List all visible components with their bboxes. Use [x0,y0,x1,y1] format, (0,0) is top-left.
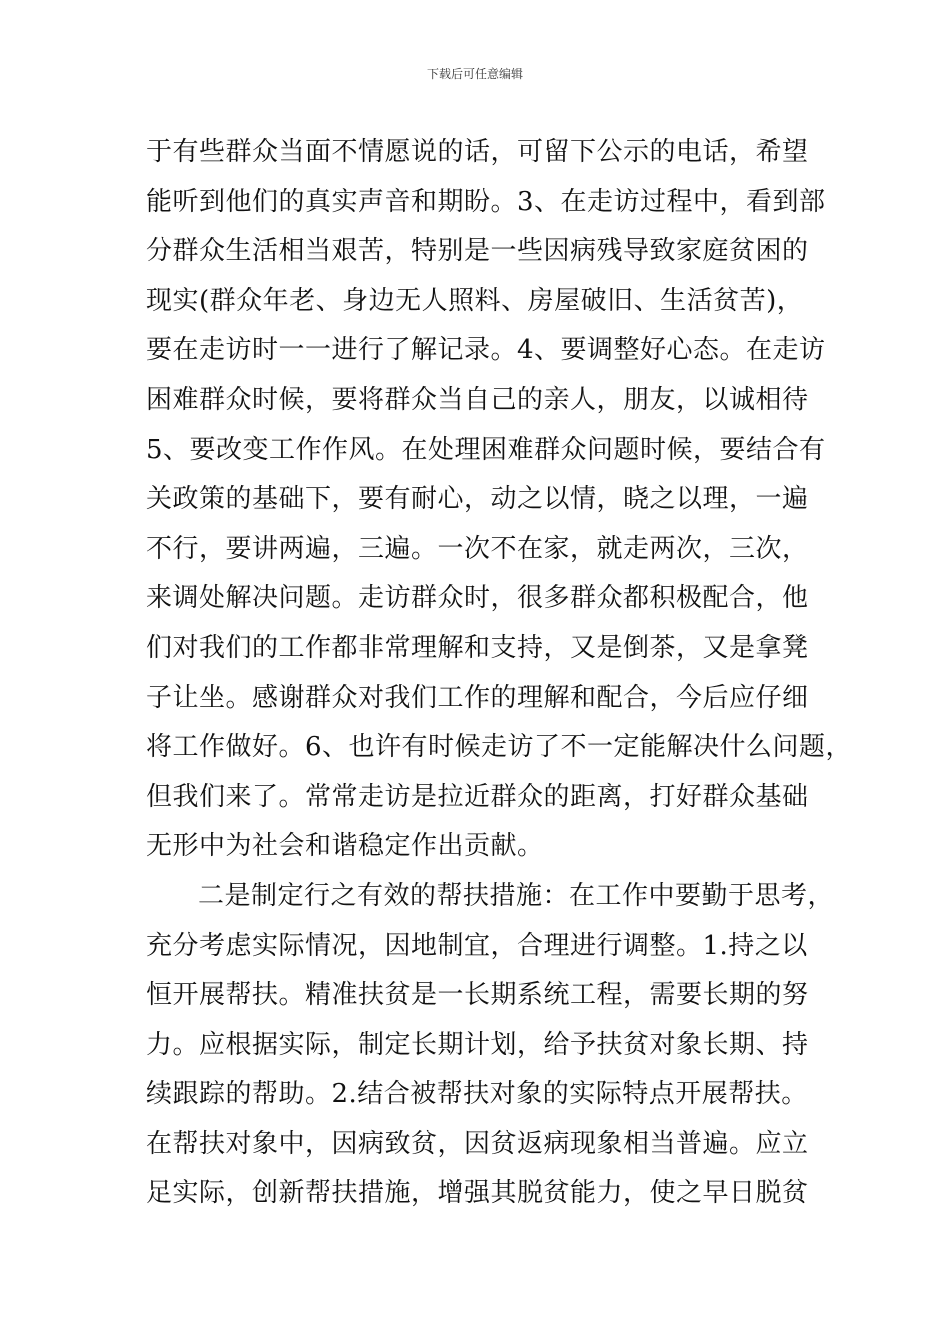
text-line: 不行，要讲两遍，三遍。一次不在家，就走两次，三次， [146,533,809,564]
text-line: 5、要改变工作作风。在处理困难群众问题时候，要结合有 [146,434,826,465]
text-line: 充分考虑实际情况，因地制宜，合理进行调整。1.持之以 [146,930,808,961]
text-line: 但我们来了。常常走访是拉近群众的距离，打好群众基础 [146,781,809,812]
text-line: 将工作做好。6、也许有时候走访了不一定能解决什么问题， [146,732,853,763]
text-line: 于有些群众当面不情愿说的话，可留下公示的电话，希望 [146,137,809,167]
text-line: 子让坐。感谢群众对我们工作的理解和配合，今后应仔细 [146,682,809,713]
text-line: 们对我们的工作都非常理解和支持，又是倒茶，又是拿凳 [146,632,809,663]
text-line: 续跟踪的帮助。2.结合被帮扶对象的实际特点开展帮扶。 [146,1079,808,1110]
text-line: 要在走访时一一进行了解记录。4、要调整好心态。在走访 [146,335,826,366]
text-line: 无形中为社会和谐稳定作出贡献。 [146,831,544,862]
document-body [146,128,853,1219]
text-line: 恒开展帮扶。精准扶贫是一长期系统工程，需要长期的努 [146,980,809,1011]
text-line: 来调处解决问题。走访群众时，很多群众都积极配合，他 [146,583,809,614]
text-line: 能听到他们的真实声音和期盼。3、在走访过程中，看到部 [146,186,826,217]
text-line: 力。应根据实际，制定长期计划，给予扶贫对象长期、持 [146,1029,809,1060]
text-line: 关政策的基础下，要有耐心，动之以情，晓之以理，一遍 [146,484,809,515]
text-line: 分群众生活相当艰苦，特别是一些因病残导致家庭贫困的 [146,236,809,267]
paragraph-start-line: 二是制定行之有效的帮扶措施：在工作中要勤于思考， [198,880,835,911]
text-line: 在帮扶对象中，因病致贫，因贫返病现象相当普遍。应立 [146,1128,809,1159]
text-line: 困难群众时候，要将群众当自己的亲人，朋友，以诚相待 [146,384,809,415]
page-header: 下载后可任意编辑 [426,67,523,81]
text-line: 足实际，创新帮扶措施，增强其脱贫能力，使之早日脱贫 [146,1178,809,1209]
text-line: 现实(群众年老、身边无人照料、房屋破旧、生活贫苦)， [146,285,804,316]
